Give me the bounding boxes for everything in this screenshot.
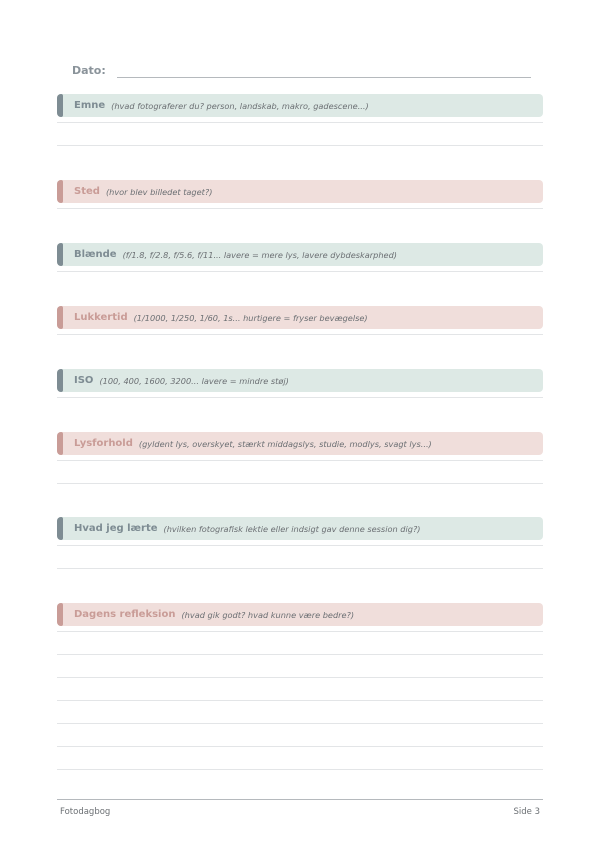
- writing-line[interactable]: [57, 483, 543, 484]
- section-title: Sted: [74, 186, 100, 197]
- section-accent-bar: [57, 243, 63, 266]
- writing-line[interactable]: [57, 397, 543, 398]
- writing-line[interactable]: [57, 122, 543, 123]
- section-header-blaende: [57, 243, 543, 266]
- section-header-iso: [57, 369, 543, 392]
- writing-line[interactable]: [57, 568, 543, 569]
- writing-line[interactable]: [57, 677, 543, 678]
- date-label: Dato:: [72, 64, 106, 77]
- section-accent-bar: [57, 369, 63, 392]
- writing-line[interactable]: [57, 208, 543, 209]
- section-title: ISO: [74, 375, 94, 386]
- writing-line[interactable]: [57, 631, 543, 632]
- writing-line[interactable]: [57, 769, 543, 770]
- footer-title: Fotodagbog: [60, 807, 111, 817]
- section-hint: (hvor blev billedet taget?): [105, 186, 213, 197]
- section-accent-bar: [57, 517, 63, 540]
- section-title: Lukkertid: [74, 312, 128, 323]
- section-title: Lysforhold: [74, 438, 133, 449]
- section-accent-bar: [57, 94, 63, 117]
- section-hint: (100, 400, 1600, 3200... lavere = mindre støj): [99, 375, 289, 386]
- section-hint: (gyldent lys, overskyet, stærkt middagslys, studie, modlys, svagt lys...): [138, 438, 432, 449]
- section-accent-bar: [57, 432, 63, 455]
- section-hint: (hvilken fotografisk lektie eller indsigt gav denne session dig?): [163, 523, 421, 534]
- writing-line[interactable]: [57, 654, 543, 655]
- section-hint: (hvad gik godt? hvad kunne være bedre?): [181, 609, 355, 620]
- section-header-lukkertid: [57, 306, 543, 329]
- section-accent-bar: [57, 603, 63, 626]
- writing-line[interactable]: [57, 545, 543, 546]
- writing-line[interactable]: [57, 271, 543, 272]
- section-accent-bar: [57, 306, 63, 329]
- writing-line[interactable]: [57, 334, 543, 335]
- section-title: Hvad jeg lærte: [74, 523, 158, 534]
- section-accent-bar: [57, 180, 63, 203]
- date-field-line[interactable]: [117, 77, 531, 78]
- page-number: Side 3: [513, 807, 540, 817]
- footer-divider: [57, 799, 543, 800]
- writing-line[interactable]: [57, 723, 543, 724]
- section-header-sted: [57, 180, 543, 203]
- writing-line[interactable]: [57, 746, 543, 747]
- section-header-lysforhold: [57, 432, 543, 455]
- section-title: Dagens refleksion: [74, 609, 176, 620]
- section-hint: (hvad fotograferer du? person, landskab, makro, gadescene...): [111, 100, 369, 111]
- section-hint: (1/1000, 1/250, 1/60, 1s... hurtigere = fryser bevægelse): [133, 312, 368, 323]
- writing-line[interactable]: [57, 700, 543, 701]
- section-header-emne: [57, 94, 543, 117]
- section-header-hvad-jeg-laerte: [57, 517, 543, 540]
- section-title: Emne: [74, 100, 106, 111]
- writing-line[interactable]: [57, 145, 543, 146]
- section-header-dagens-refleksion: [57, 603, 543, 626]
- section-hint: (f/1.8, f/2.8, f/5.6, f/11... lavere = mere lys, lavere dybdeskarphed): [122, 249, 397, 260]
- writing-line[interactable]: [57, 460, 543, 461]
- section-title: Blænde: [74, 249, 117, 260]
